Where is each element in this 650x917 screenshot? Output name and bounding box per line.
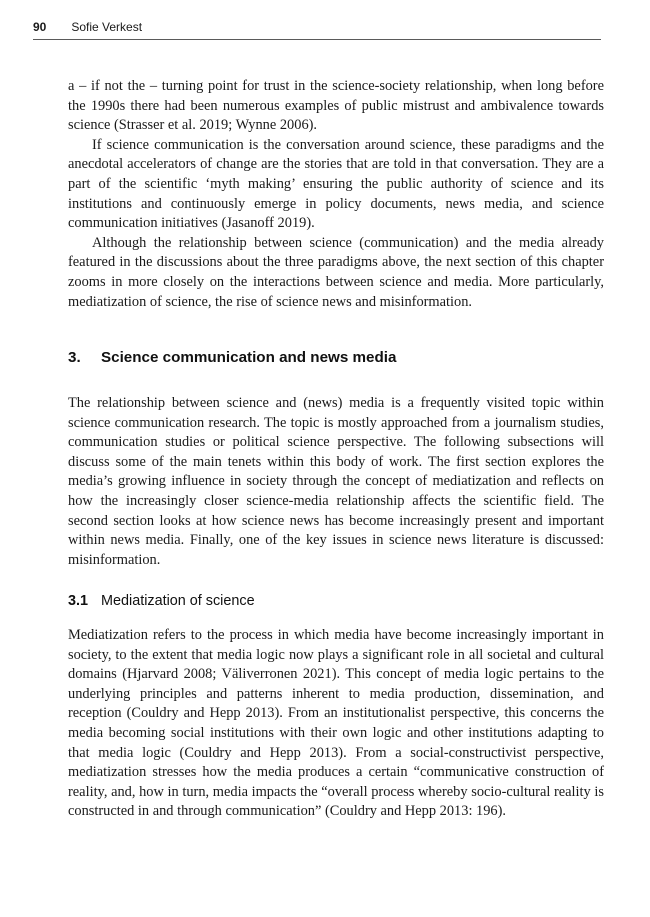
intro-paragraph-1: a – if not the – turning point for trust in the science-society relationship, when long before the 1990s there had been numerous examples of public mistrust and ambivalence towards science (Strasser et al. 2019; Wynne 2006). bbox=[68, 78, 604, 134]
running-header bbox=[33, 20, 601, 40]
section-3-1-text-block bbox=[68, 626, 604, 822]
intro-paragraph-3: Although the relationship between science (communication) and the media already featured in the discussions about the three paradigms above, the next section of this chapter zooms in more closely on the interactions between science and media. More particularly, mediatization of science, the rise of science news and misinformation. bbox=[68, 234, 604, 310]
section-3-title: Science communication and news media bbox=[101, 349, 397, 366]
section-3-paragraph-1: The relationship between science and (news) media is a frequently visited topic within science communication research. The topic is mostly approached from a journalism studies, communication studies or political science perspective. The following subsections will discuss some of the main tenets within this body of work. The first section explores the media’s growing influence in society through the concept of mediatization and reflects on how the increasingly closer science-media relationship affects the scientific field. The second section looks at how science news has become increasingly present and important within news media. Finally, one of the key issues in science news literature is discussed: misinformation. bbox=[68, 395, 604, 568]
intro-paragraph-2: If science communication is the conversation around science, these paradigms and the anecdotal accelerators of change are the stories that are told in that conversation. They are a part of the scientific ‘myth making’ ensuring the public authority of science and its institutions and continuously emerge in policy documents, news media, and science communication initiatives (Jasanoff 2019). bbox=[68, 136, 604, 232]
section-3-1-heading bbox=[68, 591, 604, 611]
page-number: 90 bbox=[33, 20, 47, 34]
running-header-author: Sofie Verkest bbox=[71, 20, 143, 34]
section-3-text-block bbox=[68, 394, 604, 570]
section-3-number: 3. bbox=[68, 349, 81, 366]
intro-text-block bbox=[68, 77, 604, 312]
section-3-1-paragraph-1: Mediatization refers to the process in which media have become increasingly important in society, to the extent that media logic now plays a significant role in all societal and cultural domains (Hjarvard 2008; Väliverronen 2021). This concept of media logic pertains to the underlying principles and patterns inherent to media production, dissemination, and reception (Couldry and Hepp 2013). From an institutionalist perspective, this concerns the media becoming social institutions with their own logic and other institutions adapting to that media logic (Couldry and Hepp 2013). From a social-constructivist perspective, mediatization stresses how the media produces a certain “communicative construction of reality, and, how in turn, media impacts the “overall process whereby socio-cultural reality is constructed in and through communication” (Couldry and Hepp 2013: 196). bbox=[68, 627, 604, 820]
section-3-heading bbox=[68, 348, 604, 368]
section-3-1-title: Mediatization of science bbox=[101, 593, 255, 609]
section-3-1-number: 3.1 bbox=[68, 593, 89, 609]
